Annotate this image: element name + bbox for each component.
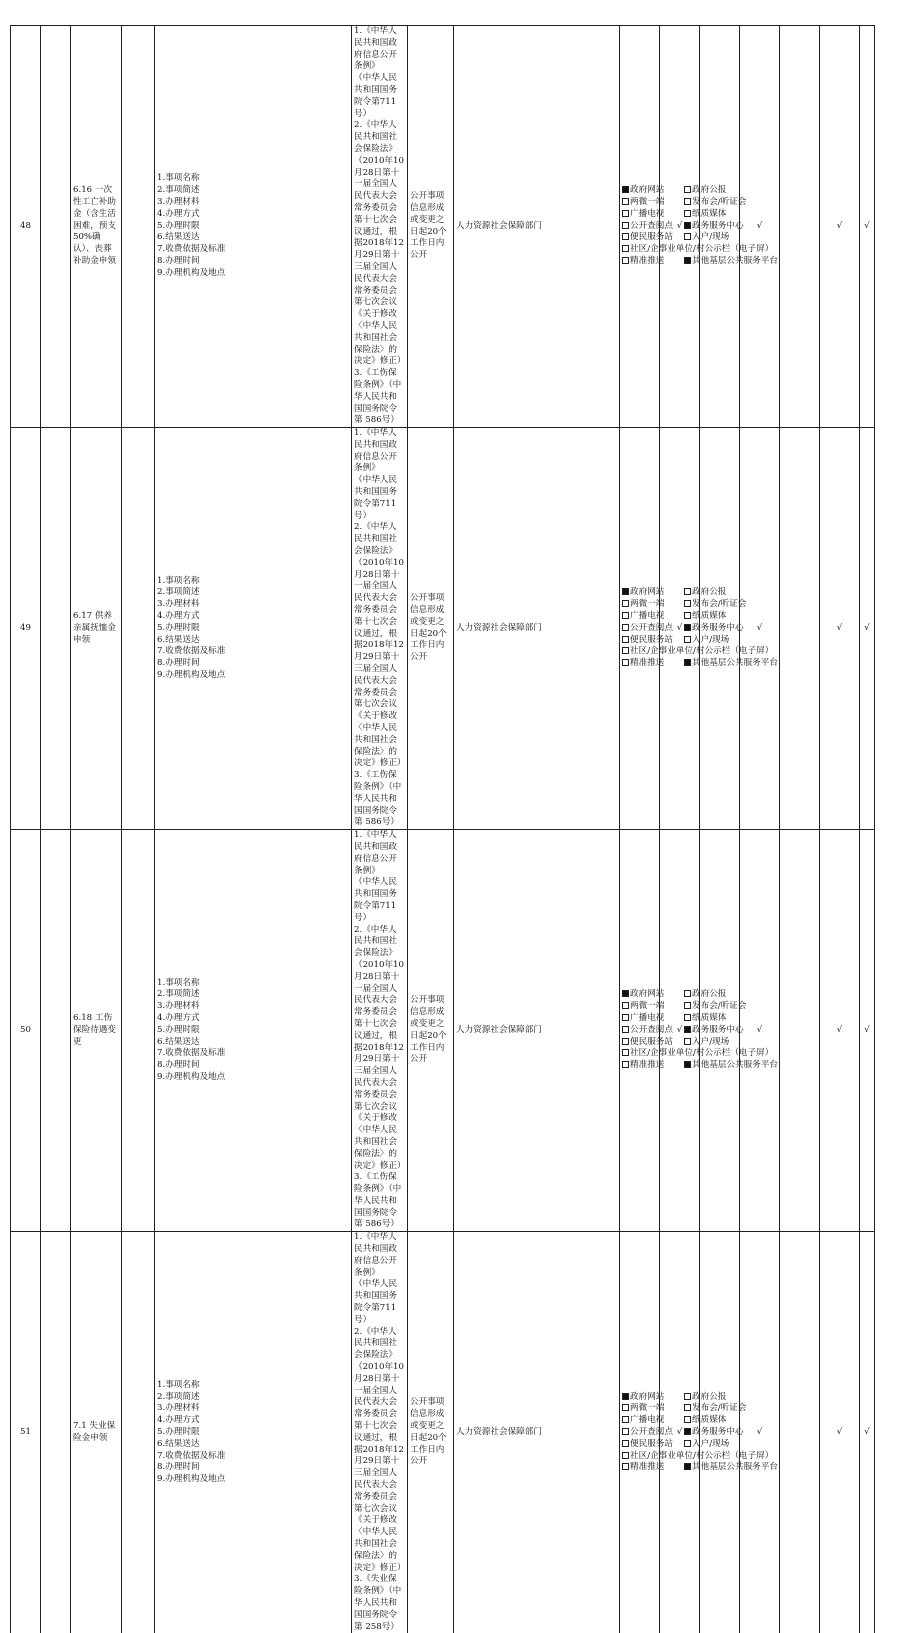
channel-option (684, 221, 744, 233)
channel-option (622, 1037, 684, 1049)
channel-label: 政府公报 (692, 1391, 727, 1402)
checkmark-cell: √ (660, 1232, 700, 1633)
channel-label: 精准推送 (630, 256, 665, 267)
checkmark-cell: √ (820, 830, 860, 1232)
channel-row (622, 244, 774, 256)
channel-label: 社区/企事业单位/村公示栏（电子屏） (630, 1450, 774, 1461)
unchecked-box-icon (622, 1440, 629, 1447)
unchecked-box-icon (622, 1026, 629, 1033)
checkmark-cell: √ (860, 830, 875, 1232)
checked-box-icon (622, 186, 629, 193)
legal-basis (352, 1232, 408, 1633)
legal-basis-line: 2.《中华人民共和国社会保险法》（2010年10月28日第十一届全国人民代表大会常务委员会第十七次会议通过，根据2018年12月29日第十三届全国人民代表大会常务委员会第七次会议《关于修改〈中华人民共和国社会保险法〉的决定》修正） (354, 1326, 406, 1573)
channel-label: 纸质媒体 (692, 1013, 727, 1024)
disclosure-timing: 公开事项信息形成或变更之日起20个工作日内公开 (408, 830, 454, 1232)
channel-label: 广播电视 (630, 1415, 665, 1426)
row-number: 48 (11, 26, 41, 428)
responsible-department: 人力资源社会保障部门 (454, 26, 620, 428)
channel-option (684, 1427, 744, 1439)
channel-option (684, 611, 726, 623)
checked-box-icon (684, 659, 691, 666)
channel-row (622, 1415, 727, 1427)
disclosure-item: 6.结果送达 (157, 634, 200, 645)
checkmark-cell: √ (860, 428, 875, 830)
unchecked-box-icon (684, 1014, 691, 1021)
channel-option (622, 185, 684, 197)
unchecked-box-icon (622, 1404, 629, 1411)
disclosure-item: 4.办理方式 (157, 208, 200, 219)
channel-label: 政府公报 (692, 185, 727, 196)
channel-option (622, 1415, 684, 1427)
checked-box-icon (684, 1428, 691, 1435)
channel-label: 政务服务中心 (692, 622, 744, 633)
checkmark-cell: √ (820, 1232, 860, 1633)
channel-label: 其他基层公共服务平台 (692, 1462, 778, 1473)
disclosure-item: 2.事项简述 (157, 989, 200, 1000)
channel-label: 其他基层公共服务平台 (692, 1060, 778, 1071)
channel-option (684, 232, 729, 244)
checkmark-cell (780, 830, 820, 1232)
disclosure-items (155, 428, 352, 830)
channel-option (684, 1439, 729, 1451)
channel-label: 政务服务中心 (692, 1426, 744, 1437)
channel-label: 两微一端 (630, 1403, 665, 1414)
item-subject: 6.16 一次性工亡补助金（含生活困难，预支50%确认）、丧葬补助金申领 (71, 26, 122, 428)
channel-row (622, 989, 727, 1001)
checkmark-cell: √ (740, 428, 780, 830)
legal-basis (352, 26, 408, 428)
channel-row (622, 185, 727, 197)
channel-label: 政务服务中心 (692, 1024, 744, 1035)
channel-option (622, 209, 684, 221)
channel-option (684, 1037, 729, 1049)
sub-item-cell (122, 830, 155, 1232)
channel-row (622, 256, 778, 268)
checked-box-icon (684, 222, 691, 229)
checkmark-cell: √ (860, 1232, 875, 1633)
legal-basis (352, 830, 408, 1232)
channel-label: 政府公报 (692, 989, 727, 1000)
legal-basis-line: （中华人民共和国国务院令第711号） (354, 475, 397, 521)
channel-option (622, 658, 684, 670)
channel-option (622, 1462, 684, 1474)
disclosure-timing: 公开事项信息形成或变更之日起20个工作日内公开 (408, 428, 454, 830)
unchecked-box-icon (622, 612, 629, 619)
channel-row (622, 208, 727, 221)
unchecked-box-icon (684, 210, 691, 217)
disclosure-item: 6.结果送达 (157, 1036, 200, 1047)
channel-label: 公开查阅点 (630, 220, 673, 231)
responsible-department: 人力资源社会保障部门 (454, 428, 620, 830)
disclosure-item: 3.办理材料 (157, 599, 200, 610)
table-row (11, 26, 875, 428)
channel-option (622, 646, 773, 658)
channel-option (684, 1060, 778, 1072)
channel-row (622, 1462, 778, 1474)
sub-item-cell (122, 428, 155, 830)
checkmark-cell (780, 428, 820, 830)
unchecked-box-icon (622, 1038, 629, 1045)
disclosure-items (155, 830, 352, 1232)
unchecked-box-icon (622, 624, 629, 631)
checkmark-cell: √ (660, 830, 700, 1232)
channel-option (622, 221, 684, 233)
disclosure-item: 8.办理时间 (157, 256, 200, 267)
checkmark-cell: √ (660, 428, 700, 830)
channel-row (622, 1001, 747, 1013)
checked-box-icon (684, 1026, 691, 1033)
disclosure-item: 2.事项简述 (157, 587, 200, 598)
channel-label: 发布会/听证会 (692, 1403, 747, 1414)
checkmark-cell: √ (660, 26, 700, 428)
unchecked-box-icon (684, 1393, 691, 1400)
unchecked-box-icon (684, 186, 691, 193)
channel-label: 纸质媒体 (692, 1415, 727, 1426)
channel-option (684, 623, 744, 635)
channel-row (622, 1403, 747, 1415)
channel-row (622, 1024, 744, 1037)
legal-basis-line: （中华人民共和国国务院令第711号） (354, 73, 397, 119)
channel-option (684, 1462, 778, 1474)
checkmark-cell: √ (820, 428, 860, 830)
channel-option (622, 1427, 684, 1439)
channel-row (622, 622, 744, 635)
channel-option (622, 1001, 684, 1013)
channel-label: 政府网站 (630, 989, 665, 1000)
channel-option (684, 1013, 726, 1025)
unchecked-box-icon (622, 222, 629, 229)
unchecked-box-icon (684, 1416, 691, 1423)
disclosure-item: 5.办理时限 (157, 622, 200, 633)
unchecked-box-icon (684, 612, 691, 619)
channel-option (684, 635, 729, 647)
disclosure-item: 5.办理时限 (157, 220, 200, 231)
legal-basis-line: （中华人民共和国国务院令第711号） (354, 1279, 397, 1325)
channel-option (622, 1392, 684, 1404)
disclosure-channels (620, 1232, 778, 1633)
unchecked-box-icon (622, 659, 629, 666)
channel-row (622, 1438, 730, 1451)
row-number: 51 (11, 1232, 41, 1633)
disclosure-item: 5.办理时限 (157, 1024, 200, 1035)
category-cell (41, 1232, 71, 1633)
channel-row (622, 232, 730, 244)
disclosure-item: 1.事项名称 (157, 1379, 200, 1390)
channel-option (622, 1025, 684, 1037)
disclosure-item: 3.办理材料 (157, 197, 200, 208)
channel-label: 政府网站 (630, 185, 665, 196)
channel-option (684, 185, 726, 197)
checked-box-icon (684, 1061, 691, 1068)
disclosure-item: 8.办理时间 (157, 658, 200, 669)
disclosure-item: 7.收费依据及标准 (157, 646, 226, 657)
channel-row (622, 634, 730, 647)
channel-label: 公开查阅点 (630, 1426, 673, 1437)
unchecked-box-icon (622, 1416, 629, 1423)
unchecked-box-icon (622, 198, 629, 205)
unchecked-box-icon (622, 1014, 629, 1021)
unchecked-box-icon (622, 600, 629, 607)
channel-label: 精准推送 (630, 1462, 665, 1473)
channel-option (622, 197, 684, 209)
disclosure-item: 3.办理材料 (157, 1001, 200, 1012)
channel-label: 两微一端 (630, 197, 665, 208)
channel-label: 纸质媒体 (692, 610, 727, 621)
channel-label: 其他基层公共服务平台 (692, 256, 778, 267)
channel-option (684, 1025, 744, 1037)
channel-label: 广播电视 (630, 1013, 665, 1024)
disclosure-item: 1.事项名称 (157, 575, 200, 586)
channel-option (622, 1451, 773, 1463)
channel-label: 便民服务站 (630, 1036, 673, 1047)
disclosure-item: 3.办理材料 (157, 1403, 200, 1414)
channel-option (684, 1403, 746, 1415)
channel-row (622, 1060, 778, 1072)
channel-label: 广播电视 (630, 610, 665, 621)
unchecked-box-icon (684, 1002, 691, 1009)
legal-basis-line: 2.《中华人民共和国社会保险法》（2010年10月28日第十一届全国人民代表大会常务委员会第十七次会议通过，根据2018年12月29日第十三届全国人民代表大会常务委员会第七次会议《关于修改〈中华人民共和国社会保险法〉的决定》修正） (354, 924, 406, 1171)
disclosure-item: 9.办理机构及地点 (157, 1072, 226, 1083)
channel-option (622, 232, 684, 244)
channel-option (684, 256, 778, 268)
disclosure-item: 6.结果送达 (157, 232, 200, 243)
unchecked-box-icon (684, 588, 691, 595)
channel-option (684, 197, 746, 209)
row-number: 49 (11, 428, 41, 830)
disclosure-channels (620, 26, 778, 428)
channel-label: 发布会/听证会 (692, 1001, 747, 1012)
legal-basis-line: 1.《中华人民共和国政府信息公开条例》 (354, 428, 397, 474)
legal-basis-line: 3.《失业保险条例》（中华人民共和国国务院令第 258号） (354, 1574, 402, 1632)
channel-option (684, 1415, 726, 1427)
channel-option (684, 599, 746, 611)
disclosure-channels (620, 830, 778, 1232)
channel-row (622, 1048, 774, 1060)
legal-basis-line: 2.《中华人民共和国社会保险法》（2010年10月28日第十一届全国人民代表大会常务委员会第十七次会议通过，根据2018年12月29日第十三届全国人民代表大会常务委员会第七次会议《关于修改〈中华人民共和国社会保险法〉的决定》修正） (354, 120, 406, 367)
channel-label: 入户/现场 (692, 232, 730, 243)
checkmark-cell (780, 1232, 820, 1633)
table-row (11, 830, 875, 1232)
responsible-department: 人力资源社会保障部门 (454, 1232, 620, 1633)
category-cell (41, 26, 71, 428)
channel-label: 政务服务中心 (692, 220, 744, 231)
legal-basis-line: 1.《中华人民共和国政府信息公开条例》 (354, 26, 397, 72)
item-subject: 7.1 失业保险金申领 (71, 1232, 122, 1633)
channel-label: 便民服务站 (630, 232, 673, 243)
disclosure-item: 8.办理时间 (157, 1462, 200, 1473)
unchecked-box-icon (622, 257, 629, 264)
channel-option (622, 256, 684, 268)
disclosure-timing: 公开事项信息形成或变更之日起20个工作日内公开 (408, 26, 454, 428)
channel-label: 便民服务站 (630, 1438, 673, 1449)
disclosure-items (155, 1232, 352, 1633)
channel-label: 精准推送 (630, 1060, 665, 1071)
checkmark-cell: √ (820, 26, 860, 428)
disclosure-item: 4.办理方式 (157, 1013, 200, 1024)
unchecked-box-icon (622, 1061, 629, 1068)
unchecked-box-icon (684, 1440, 691, 1447)
disclosure-channels (620, 428, 778, 830)
unchecked-box-icon (684, 636, 691, 643)
channel-row (622, 1013, 727, 1025)
channel-row (622, 587, 727, 599)
checkmark-cell: √ (740, 830, 780, 1232)
unchecked-box-icon (684, 198, 691, 205)
channel-label: 政府网站 (630, 1391, 665, 1402)
channel-label: 纸质媒体 (692, 208, 727, 219)
channel-option (684, 989, 726, 1001)
channel-option (622, 599, 684, 611)
channel-option (684, 1001, 746, 1013)
disclosure-item: 6.结果送达 (157, 1438, 200, 1449)
channel-label: 两微一端 (630, 1001, 665, 1012)
disclosure-timing: 公开事项信息形成或变更之日起20个工作日内公开 (408, 1232, 454, 1633)
channel-row (622, 1036, 730, 1049)
channel-option (622, 635, 684, 647)
unchecked-box-icon (684, 990, 691, 997)
legal-basis-line: 1.《中华人民共和国政府信息公开条例》 (354, 1232, 397, 1278)
channel-option (622, 623, 684, 635)
channel-option (622, 989, 684, 1001)
channel-option (684, 209, 726, 221)
row-number: 50 (11, 830, 41, 1232)
unchecked-box-icon (684, 233, 691, 240)
unchecked-box-icon (684, 600, 691, 607)
item-subject: 6.18 工伤保险待遇变更 (71, 830, 122, 1232)
channel-row (622, 1426, 744, 1439)
unchecked-box-icon (622, 1463, 629, 1470)
channel-label: 两微一端 (630, 599, 665, 610)
channel-option (622, 244, 773, 256)
disclosure-item: 1.事项名称 (157, 173, 200, 184)
channel-option (622, 611, 684, 623)
channel-row (622, 1450, 774, 1463)
legal-basis-line: 3.《工伤保险条例》（中华人民共和国国务院令第 586号） (354, 368, 402, 426)
channel-option (684, 587, 726, 599)
item-subject: 6.17 供养亲属抚恤金申领 (71, 428, 122, 830)
channel-label: 社区/企事业单位/村公示栏（电子屏） (630, 1048, 774, 1059)
disclosure-table (10, 25, 875, 1633)
channel-label: 政府网站 (630, 587, 665, 598)
channel-row (622, 610, 727, 623)
channel-label: 入户/现场 (692, 1036, 730, 1047)
unchecked-box-icon (622, 1002, 629, 1009)
legal-basis-line: （中华人民共和国国务院令第711号） (354, 877, 397, 923)
channel-label: 公开查阅点 (630, 622, 673, 633)
checked-box-icon (622, 1393, 629, 1400)
unchecked-box-icon (684, 1404, 691, 1411)
unchecked-box-icon (622, 210, 629, 217)
channel-row (622, 197, 747, 209)
disclosure-items (155, 26, 352, 428)
unchecked-box-icon (622, 233, 629, 240)
channel-option (622, 587, 684, 599)
channel-option (684, 658, 778, 670)
checked-box-icon (684, 1463, 691, 1470)
disclosure-item: 5.办理时限 (157, 1426, 200, 1437)
disclosure-item: 4.办理方式 (157, 1415, 200, 1426)
channel-row (622, 599, 747, 611)
channel-option (622, 1060, 684, 1072)
disclosure-item: 9.办理机构及地点 (157, 267, 226, 278)
unchecked-box-icon (622, 1428, 629, 1435)
disclosure-item: 8.办理时间 (157, 1060, 200, 1071)
unchecked-box-icon (684, 1038, 691, 1045)
channel-label: 发布会/听证会 (692, 197, 747, 208)
disclosure-item: 9.办理机构及地点 (157, 669, 226, 680)
channel-label: 入户/现场 (692, 634, 730, 645)
sub-item-cell (122, 26, 155, 428)
channel-row (622, 646, 774, 658)
channel-label: 精准推送 (630, 658, 665, 669)
checked-box-icon (684, 624, 691, 631)
channel-label: 社区/企事业单位/村公示栏（电子屏） (630, 244, 774, 255)
checked-box-icon (684, 257, 691, 264)
channel-label: 便民服务站 (630, 634, 673, 645)
checkmark-cell: √ (740, 26, 780, 428)
checked-box-icon (622, 990, 629, 997)
checkmark-cell: √ (740, 1232, 780, 1633)
category-cell (41, 428, 71, 830)
channel-label: 其他基层公共服务平台 (692, 658, 778, 669)
category-cell (41, 830, 71, 1232)
table-row (11, 428, 875, 830)
legal-basis (352, 428, 408, 830)
sub-item-cell (122, 1232, 155, 1633)
unchecked-box-icon (622, 647, 629, 654)
disclosure-item: 4.办理方式 (157, 610, 200, 621)
unchecked-box-icon (622, 1452, 629, 1459)
responsible-department: 人力资源社会保障部门 (454, 830, 620, 1232)
disclosure-item: 2.事项简述 (157, 1391, 200, 1402)
channel-label: 政府公报 (692, 587, 727, 598)
checkmark-cell: √ (860, 26, 875, 428)
disclosure-item: 7.收费依据及标准 (157, 244, 226, 255)
channel-row (622, 220, 744, 233)
channel-option (622, 1403, 684, 1415)
channel-option (622, 1439, 684, 1451)
unchecked-box-icon (622, 636, 629, 643)
channel-label: 社区/企事业单位/村公示栏（电子屏） (630, 646, 774, 657)
unchecked-box-icon (622, 1049, 629, 1056)
channel-option (684, 1392, 726, 1404)
disclosure-item: 9.办理机构及地点 (157, 1474, 226, 1485)
legal-basis-line: 1.《中华人民共和国政府信息公开条例》 (354, 830, 397, 876)
legal-basis-line: 2.《中华人民共和国社会保险法》（2010年10月28日第十一届全国人民代表大会常务委员会第十七次会议通过，根据2018年12月29日第十三届全国人民代表大会常务委员会第七次会议《关于修改〈中华人民共和国社会保险法〉的决定》修正） (354, 522, 406, 769)
legal-basis-line: 3.《工伤保险条例》（中华人民共和国国务院令第 586号） (354, 770, 402, 828)
channel-row (622, 1391, 727, 1404)
checked-box-icon (622, 588, 629, 595)
disclosure-item: 2.事项简述 (157, 185, 200, 196)
channel-option (622, 1048, 773, 1060)
table-row (11, 1232, 875, 1633)
disclosure-item: 1.事项名称 (157, 977, 200, 988)
unchecked-box-icon (622, 245, 629, 252)
channel-label: 广播电视 (630, 208, 665, 219)
channel-label: 入户/现场 (692, 1438, 730, 1449)
checkmark-cell (780, 26, 820, 428)
channel-option (622, 1013, 684, 1025)
disclosure-item: 7.收费依据及标准 (157, 1048, 226, 1059)
disclosure-item: 7.收费依据及标准 (157, 1450, 226, 1461)
channel-label: 公开查阅点 (630, 1024, 673, 1035)
channel-label: 发布会/听证会 (692, 599, 747, 610)
channel-row (622, 658, 778, 670)
legal-basis-line: 3.《工伤保险条例》（中华人民共和国国务院令第 586号） (354, 1172, 402, 1230)
